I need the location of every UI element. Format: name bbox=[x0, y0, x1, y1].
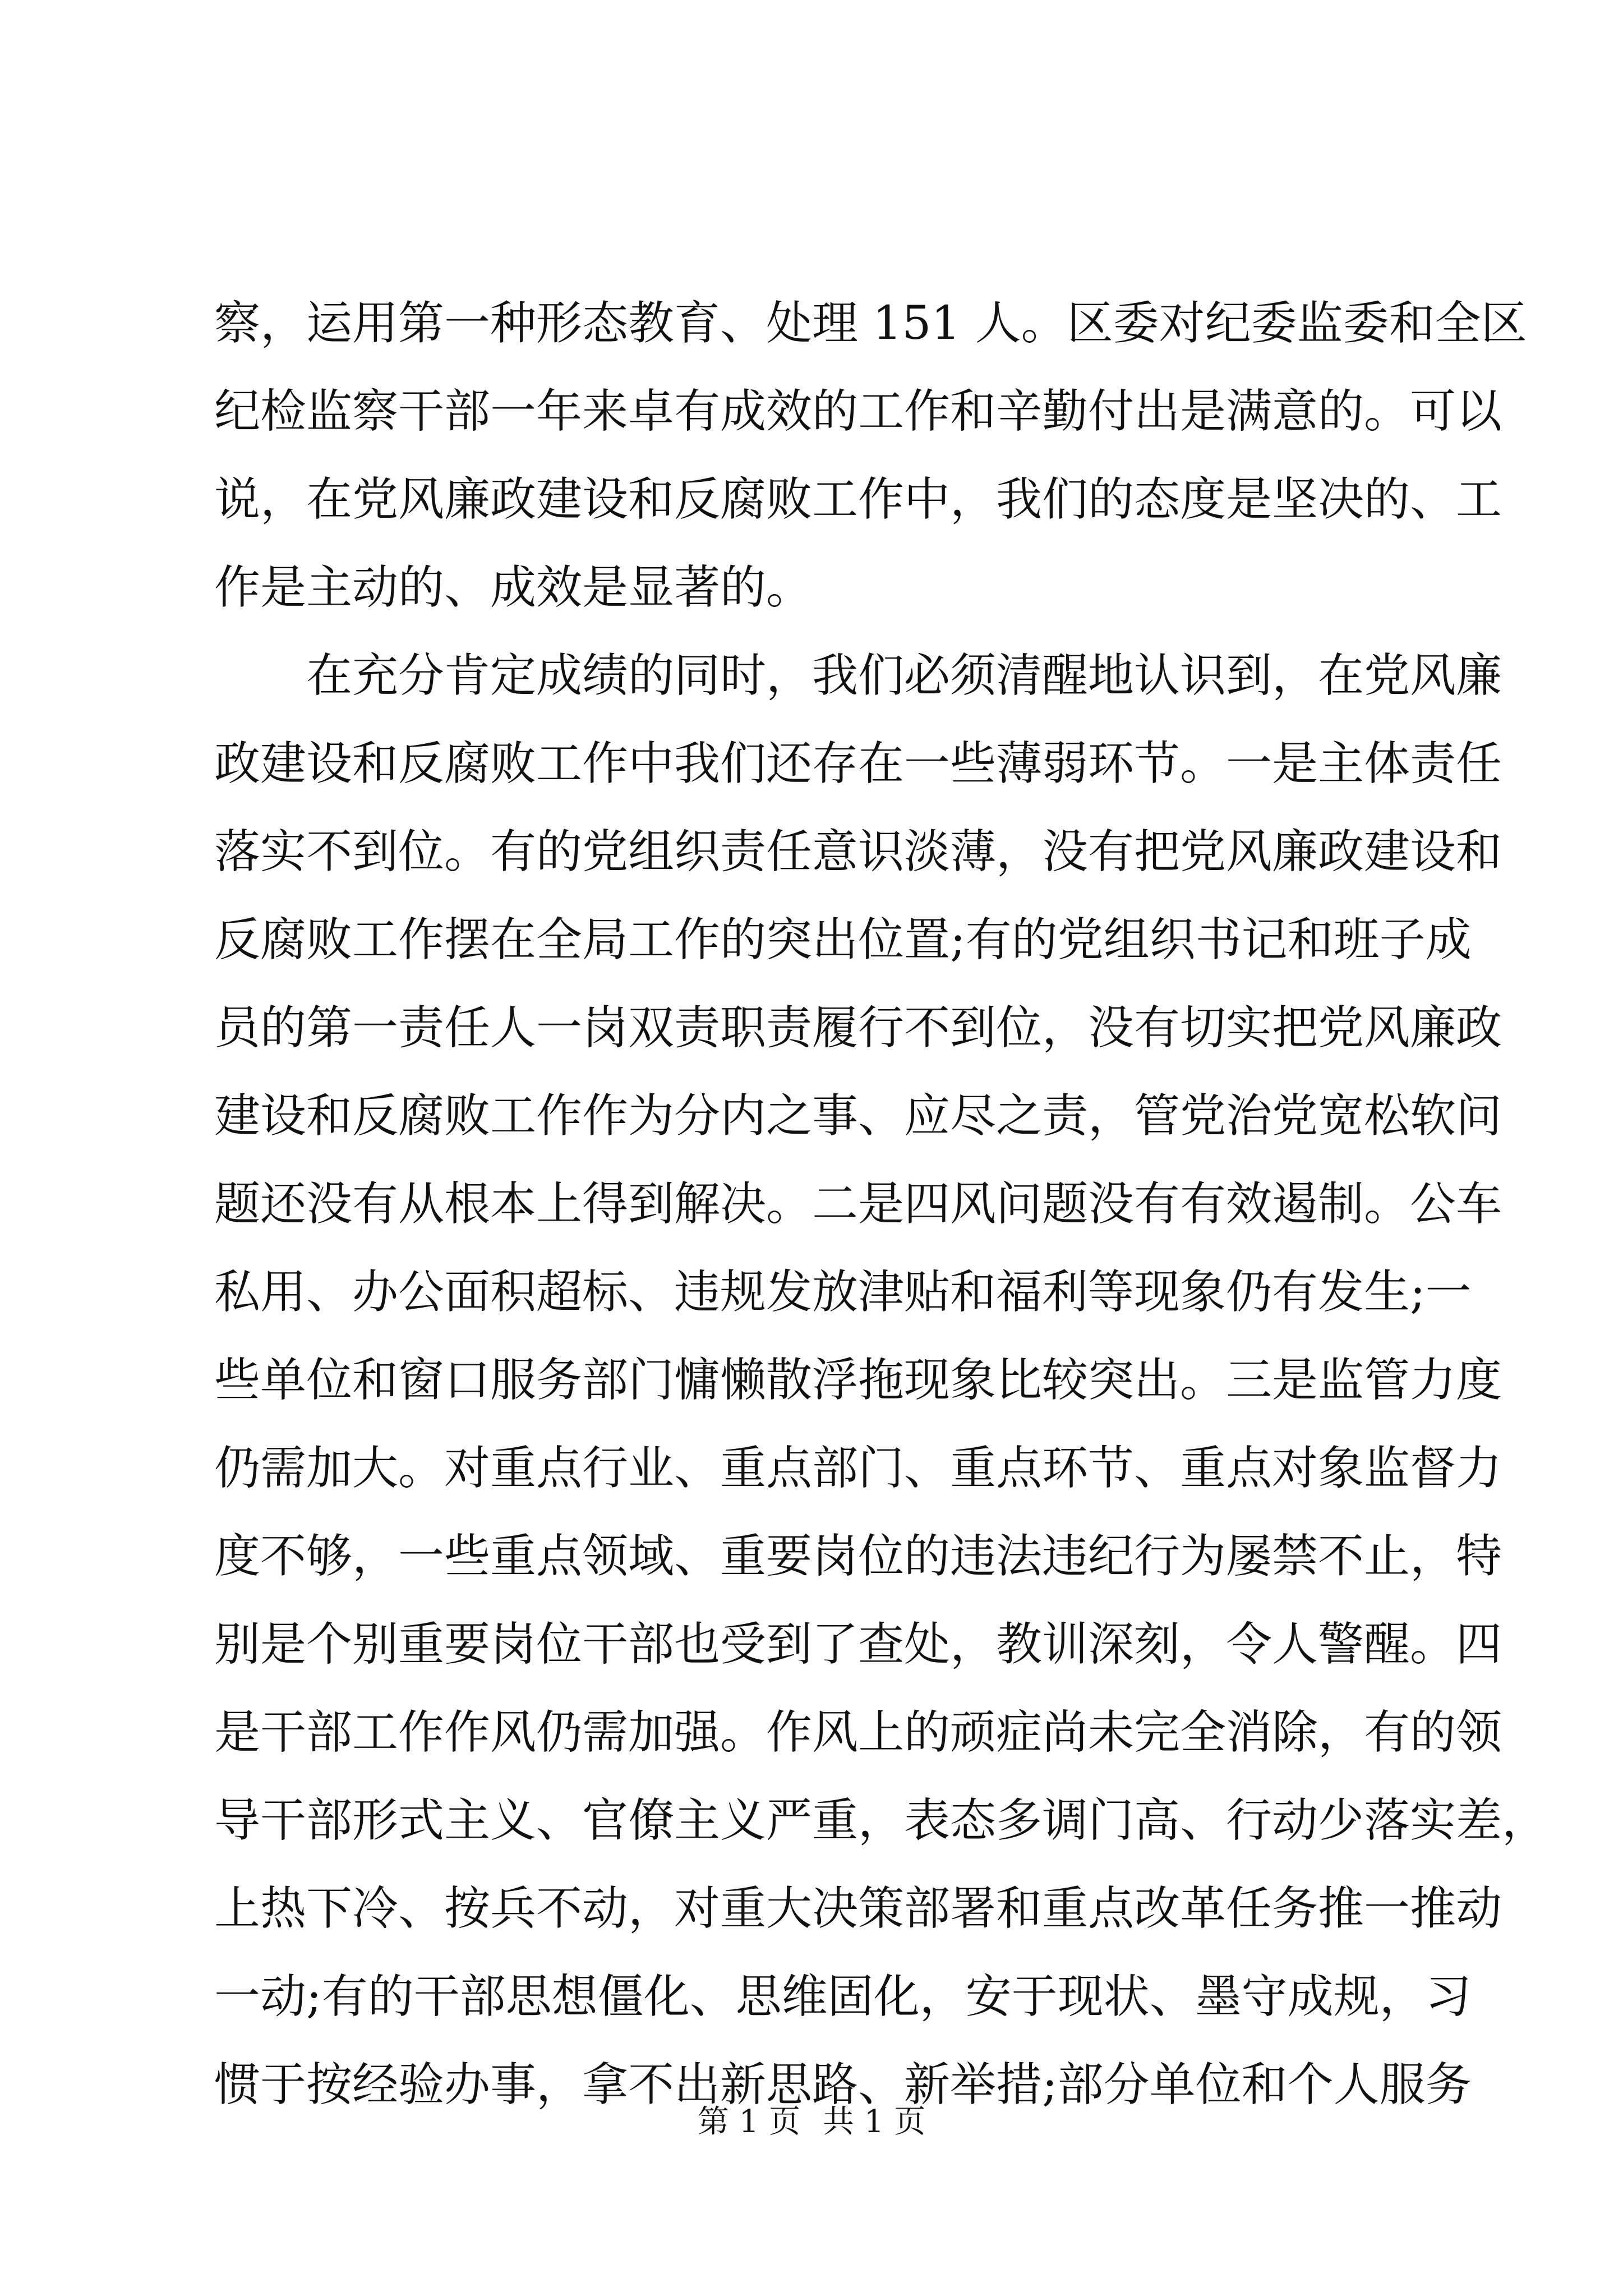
document-body bbox=[214, 279, 1548, 2129]
page-number: 第 1 页 bbox=[697, 2104, 800, 2140]
text-line: 题还没有从根本上得到解决。二是四风问题没有有效遏制。公车 bbox=[214, 1177, 1502, 1231]
text-line: 是干部工作作风仍需加强。作风上的顽症尚未完全消除，有的领 bbox=[214, 1706, 1502, 1759]
text-line: 度不够，一些重点领域、重要岗位的违法违纪行为屡禁不止，特 bbox=[214, 1530, 1502, 1583]
text-line: 导干部形式主义、官僚主义严重，表态多调门高、行动少落实差， bbox=[214, 1794, 1548, 1847]
text-line: 上热下冷、按兵不动，对重大决策部署和重点改革任务推一推动 bbox=[214, 1882, 1502, 1935]
text-line: 纪检监察干部一年来卓有成效的工作和辛勤付出是满意的。可以 bbox=[214, 385, 1502, 438]
text-line: 政建设和反腐败工作中我们还存在一些薄弱环节。一是主体责任 bbox=[214, 737, 1502, 790]
text-line: 员的第一责任人一岗双责职责履行不到位，没有切实把党风廉政 bbox=[214, 1001, 1502, 1055]
text-line: 在充分肯定成绩的同时，我们必须清醒地认识到，在党风廉 bbox=[306, 649, 1502, 702]
text-line: 一动;有的干部思想僵化、思维固化，安于现状、墨守成规，习 bbox=[214, 1970, 1472, 2023]
page-total: 共 1 页 bbox=[823, 2104, 926, 2140]
page-footer bbox=[0, 2102, 1623, 2142]
text-line: 察，运用第一种形态教育、处理 151 人。区委对纪委监委和全区 bbox=[214, 297, 1527, 350]
text-line: 私用、办公面积超标、违规发放津贴和福利等现象仍有发生;一 bbox=[214, 1266, 1472, 1319]
text-line: 建设和反腐败工作作为分内之事、应尽之责，管党治党宽松软问 bbox=[214, 1089, 1502, 1143]
text-line: 惯于按经验办事，拿不出新思路、新举措;部分单位和个人服务 bbox=[214, 2058, 1472, 2111]
paragraph bbox=[214, 632, 1548, 2129]
text-line: 说，在党风廉政建设和反腐败工作中，我们的态度是坚决的、工 bbox=[214, 473, 1502, 526]
text-line: 别是个别重要岗位干部也受到了查处，教训深刻，令人警醒。四 bbox=[214, 1618, 1502, 1671]
text-line: 仍需加大。对重点行业、重点部门、重点环节、重点对象监督力 bbox=[214, 1442, 1502, 1495]
text-line: 反腐败工作摆在全局工作的突出位置;有的党组织书记和班子成 bbox=[214, 913, 1472, 967]
text-line: 作是主动的、成效是显著的。 bbox=[214, 561, 813, 614]
text-line: 落实不到位。有的党组织责任意识淡薄，没有把党风廉政建设和 bbox=[214, 825, 1502, 878]
text-line: 些单位和窗口服务部门慵懒散浮拖现象比较突出。三是监管力度 bbox=[214, 1354, 1502, 1407]
paragraph bbox=[214, 279, 1527, 632]
